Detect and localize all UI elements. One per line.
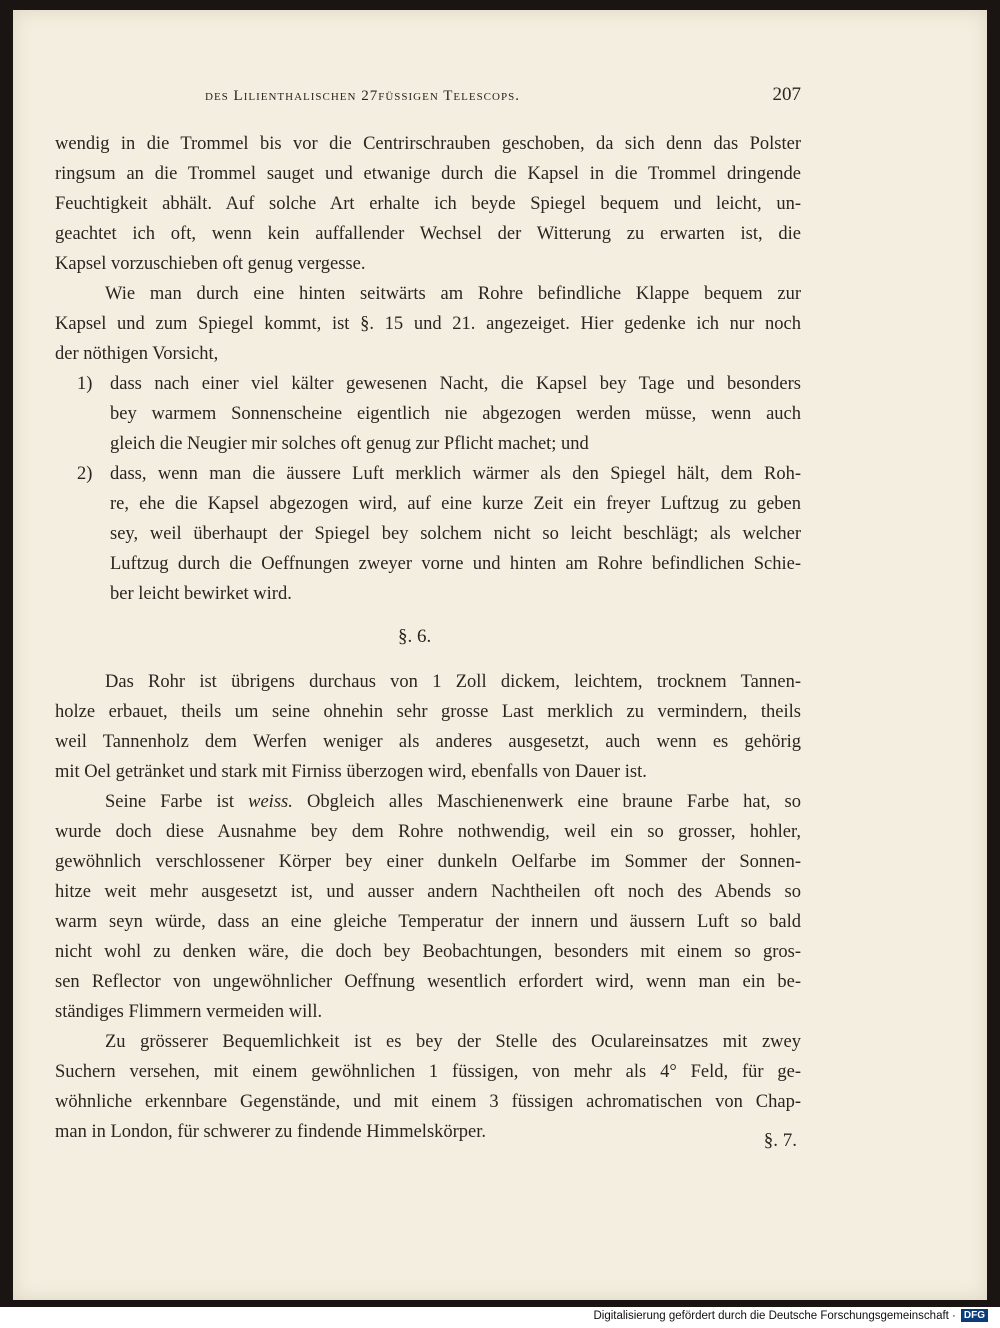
text-line: warm seyn würde, dass an eine gleiche Temperatur der innern und äussern Luft so bald <box>55 912 801 932</box>
text-line: mit Oel getränket und stark mit Firniss überzogen wird, ebenfalls von Dauer ist. <box>55 762 647 782</box>
text-line: holze erbauet, theils um seine ohnehin sehr grosse Last merklich zu vermindern, theils <box>55 702 801 722</box>
list-number: 1) <box>77 374 93 394</box>
book-page <box>13 10 987 1300</box>
text-line: Suchern versehen, mit einem gewöhnlichen 1 füssigen, von mehr als 4° Feld, für ge- <box>55 1062 801 1082</box>
text-line: Wie man durch eine hinten seitwärts am Rohre befindliche Klappe bequem zur <box>105 284 801 304</box>
text-line: gewöhnlich verschlossener Körper bey einer dunkeln Oelfarbe im Sommer der Sonnen- <box>55 852 801 872</box>
list-item-line: dass nach einer viel kälter gewesenen Nacht, die Kapsel bey Tage und besonders <box>110 374 801 394</box>
list-item-line: gleich die Neugier mir solches oft genug zur Pflicht machet; und <box>110 434 589 454</box>
text-line: man in London, für schwerer zu findende Himmelskörper. <box>55 1122 487 1142</box>
text-line: Feuchtigkeit abhält. Auf solche Art erhalte ich beyde Spiegel bequem und leicht, un- <box>55 194 801 214</box>
dfg-logo-icon: DFG <box>961 1309 988 1322</box>
text-line: weil Tannenholz dem Werfen weniger als anderes ausgesetzt, auch wenn es gehörig <box>55 732 801 752</box>
emphasis-word: weiss. <box>248 792 293 812</box>
list-item-line: re, ehe die Kapsel abgezogen wird, auf eine kurze Zeit ein freyer Luftzug zu geben <box>110 494 801 514</box>
text-line: Kapsel und zum Spiegel kommt, ist §. 15 und 21. angezeiget. Hier gedenke ich nur noch <box>55 314 801 334</box>
text-line: Zu grösserer Bequemlichkeit ist es bey der Stelle des Oculareinsatzes mit zwey <box>105 1032 801 1052</box>
list-item-line: sey, weil überhaupt der Spiegel bey solchem nicht so leicht beschlägt; als welcher <box>110 524 801 544</box>
list-item-line: Luftzug durch die Oeffnungen zweyer vorne und hinten am Rohre befindlichen Schie- <box>110 554 801 574</box>
list-item-line: ber leicht bewirket wird. <box>110 584 292 604</box>
text-line <box>55 790 801 814</box>
text-line: der nöthigen Vorsicht, <box>55 344 219 364</box>
text-line: Kapsel vorzuschieben oft genug vergesse. <box>55 254 366 274</box>
text-line: wendig in die Trommel bis vor die Centrirschrauben geschoben, da sich denn das Polster <box>55 134 801 154</box>
text-line: ständiges Flimmern vermeiden will. <box>55 1002 323 1022</box>
text-line: nicht wohl zu denken wäre, die doch bey Beobachtungen, besonders mit einem so gros- <box>55 942 801 962</box>
footer-text: Digitalisierung gefördert durch die Deutsche Forschungsgemeinschaft · <box>593 1309 956 1322</box>
section-heading: §. 6. <box>398 626 432 647</box>
text-line: hitze weit mehr ausgesetzt ist, und ausser andern Nachtheilen oft noch des Abends so <box>55 882 801 902</box>
funding-footer <box>593 1309 988 1322</box>
text-line: Das Rohr ist übrigens durchaus von 1 Zoll dickem, leichtem, trocknem Tannen- <box>105 672 801 692</box>
catchword: §. 7. <box>763 1130 797 1151</box>
text-line: wurde doch diese Ausnahme bey dem Rohre nothwendig, weil ein so grosser, hohler, <box>55 822 801 842</box>
text-line: geachtet ich oft, wenn kein auffallender Wechsel der Witterung zu erwarten ist, die <box>55 224 801 244</box>
list-item-line: dass, wenn man die äussere Luft merklich wärmer als den Spiegel hält, dem Roh- <box>110 464 801 484</box>
text-line: sen Reflector von ungewöhnlicher Oeffnung wesentlich erfordert wird, wenn man ein be- <box>55 972 801 992</box>
text-line: ringsum an die Trommel sauget und etwanige durch die Kapsel in die Trommel dringende <box>55 164 801 184</box>
text-line: wöhnliche erkennbare Gegenstände, und mit einem 3 füssigen achromatischen von Chap- <box>55 1092 801 1112</box>
page-number: 207 <box>772 84 801 105</box>
list-item-line: bey warmem Sonnenscheine eigentlich nie abgezogen werden müsse, wenn auch <box>110 404 801 424</box>
text-fragment: Seine Farbe ist <box>105 792 234 812</box>
running-head: des Lilienthalischen 27füssigen Telescops. <box>205 88 520 104</box>
text-fragment: Obgleich alles Maschienenwerk eine braune Farbe hat, so <box>306 792 801 812</box>
list-number: 2) <box>77 464 93 484</box>
